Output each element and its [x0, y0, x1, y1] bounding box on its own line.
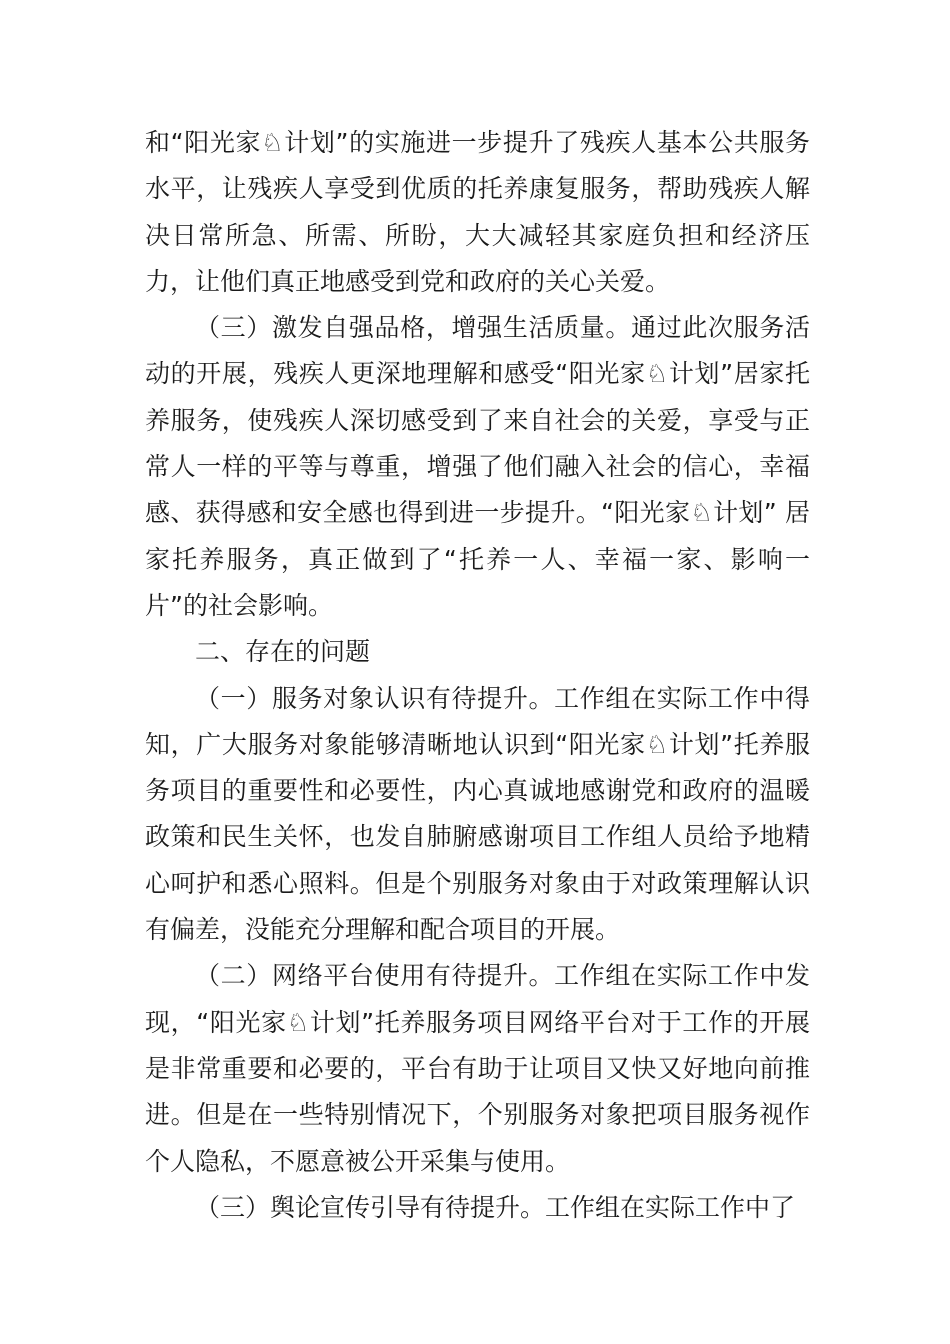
paragraph-problem-three: （三）舆论宣传引导有待提升。工作组在实际工作中了 [195, 1192, 796, 1222]
paragraph-section-three-self-reliance: （三）激发自强品格，增强生活质量。通过此次服务活动的开展，残疾人更深地理解和感受“阳光家♘计划”居家托养服务，使残疾人深切感受到了来自社会的关爱，享受与正常人一样的平等与尊重，增强了他们融入社会的信心，幸福感、获得感和安全感也得到进一步提升。“阳光家♘计划” 居家托养服务，真正做到了“托养一人、幸福一家、影响一片”的社会影响。 [145, 313, 810, 620]
paragraph-problem-two: （二）网络平台使用有待提升。工作组在实际工作中发现，“阳光家♘计划”托养服务项目网络平台对于工作的开展是非常重要和必要的，平台有助于让项目又快又好地向前推进。但是在一些特别情况下，个别服务对象把项目服务视作个人隐私，不愿意被公开采集与使用。 [145, 961, 810, 1176]
paragraph-continuation: 和“阳光家♘计划”的实施进一步提升了残疾人基本公共服务水平，让残疾人享受到优质的托养康复服务，帮助残疾人解决日常所急、所需、所盼，大大减轻其家庭负担和经济压力，让他们真正地感受到党和政府的关心关爱。 [145, 128, 810, 296]
paragraph-problem-one: （一）服务对象认识有待提升。工作组在实际工作中得知，广大服务对象能够清晰地认识到“阳光家♘计划”托养服务项目的重要性和必要性，内心真诚地感谢党和政府的温暖政策和民生关怀，也发自肺腑感谢项目工作组人员给予地精心呵护和悉心照料。但是个别服务对象由于对政策理解认识有偏差，没能充分理解和配合项目的开展。 [145, 683, 810, 945]
section-heading-problems: 二、存在的问题 [195, 637, 371, 667]
document-body [145, 120, 810, 1231]
